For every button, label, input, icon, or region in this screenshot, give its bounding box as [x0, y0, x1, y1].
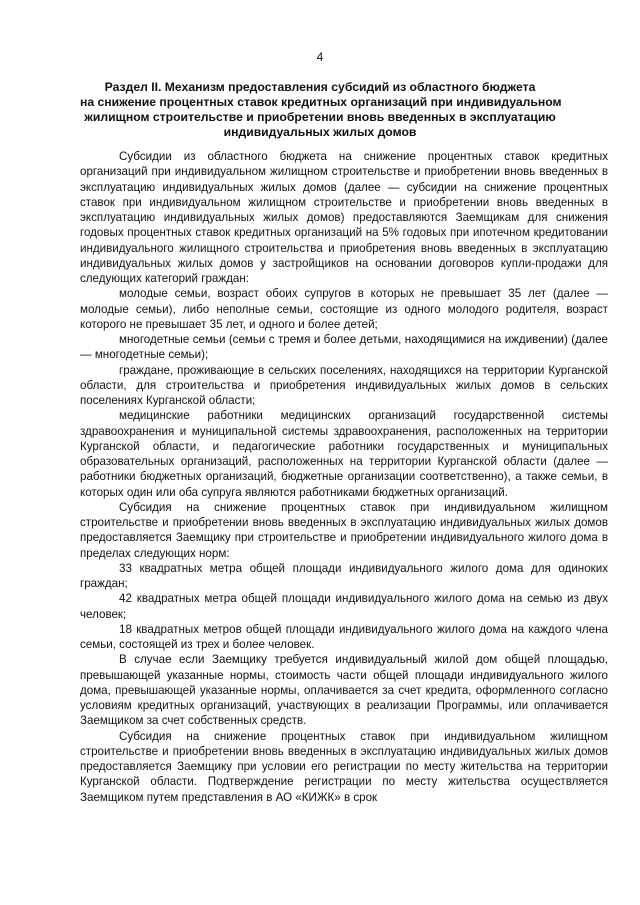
- list-item-large-families: многодетные семьи (семьи с тремя и более детьми, находящимися на иждивении) (далее — многодетные семьи);: [80, 333, 608, 362]
- list-item-young-families: молодые семьи, возраст обоих супругов в которых не превышает 35 лет (далее — молодые семьи), либо неполные семьи, состоящие из одного молодого родителя, возраст которого не превышает 35 лет, и одного и более детей;: [80, 287, 608, 331]
- list-item-norm-single: 33 квадратных метра общей площади индивидуального жилого дома для одиноких граждан;: [80, 561, 608, 590]
- document-body: [80, 149, 608, 805]
- list-item-budget-workers: медицинские работники медицинских организаций государственной системы здравоохранения и муниципальной системы здравоохранения, расположенных на территории Курганской области, и педагогические работники государственных и муниципальных образовательных организаций, расположенных на территории Курганской области (далее — работники бюджетных организаций, бюджетные организации соответственно), а также семьи, в которых один или оба супруга являются работниками бюджетных организаций.: [80, 409, 608, 499]
- section-heading-line: на снижение процентных ставок кредитных организаций при индивидуальном: [80, 95, 562, 109]
- section-heading: [80, 80, 560, 140]
- list-item-rural-citizens: граждане, проживающие в сельских поселениях, находящихся на территории Курганской области, для строительства и приобретения индивидуальных жилых домов в сельских поселениях Курганской области;: [80, 363, 608, 407]
- section-heading-line: жилищном строительстве и приобретении вновь введенных в эксплуатацию: [84, 110, 556, 124]
- list-item-norm-three-plus: 18 квадратных метров общей площади индивидуального жилого дома на каждого члена семьи, состоящей из трех и более человек.: [80, 622, 608, 651]
- paragraph-subsidy-purpose: Субсидии из областного бюджета на снижение процентных ставок кредитных организаций при индивидуальном жилищном строительстве и приобретении вновь введенных в эксплуатацию индивидуальных жилых домов (далее — субсидии на снижение процентных ставок при индивидуальном жилищном строительстве и приобретении вновь введенных в эксплуатацию индивидуальных жилых домов) предоставляются Заемщикам для снижения годовых процентных ставок кредитных организаций на 5% годовых при ипотечном кредитовании индивидуального жилищного строительства и приобретения вновь введенных в эксплуатацию индивидуальных жилых домов у застройщиков на основании договоров купли-продажи для следующих категорий граждан:: [80, 150, 608, 285]
- paragraph-area-norms: Субсидия на снижение процентных ставок при индивидуальном жилищном строительстве и приобретении вновь введенных в эксплуатацию индивидуальных жилых домов предоставляется Заемщику при строительстве и приобретении индивидуального жилого дома в пределах следующих норм:: [80, 500, 608, 560]
- list-item-norm-two: 42 квадратных метра общей площади индивидуального жилого дома на семью из двух человек;: [80, 592, 608, 621]
- section-heading-line: Раздел II. Механизм предоставления субсидий из областного бюджета: [104, 80, 536, 94]
- section-heading-line: индивидуальных жилых домов: [223, 125, 417, 139]
- page-number: 4: [316, 50, 324, 64]
- paragraph-excess-area: В случае если Заемщику требуется индивидуальный жилой дом общей площадью, превышающей указанные нормы, стоимость части общей площади индивидуального жилого дома, превышающей указанные нормы, оплачивается за счет кредита, оформленного согласно условиям кредитных организаций, участвующих в реализации Программы, или оплачивается Заемщиком за счет собственных средств.: [80, 653, 608, 728]
- paragraph-registration: Субсидия на снижение процентных ставок при индивидуальном жилищном строительстве и приобретении вновь введенных в эксплуатацию индивидуальных жилых домов предоставляется Заемщику при условии его регистрации по месту жительства на территории Курганской области. Подтверждение регистрации по месту жительства осуществляется Заемщиком путем представления в АО «КИЖК» в срок: [80, 729, 608, 804]
